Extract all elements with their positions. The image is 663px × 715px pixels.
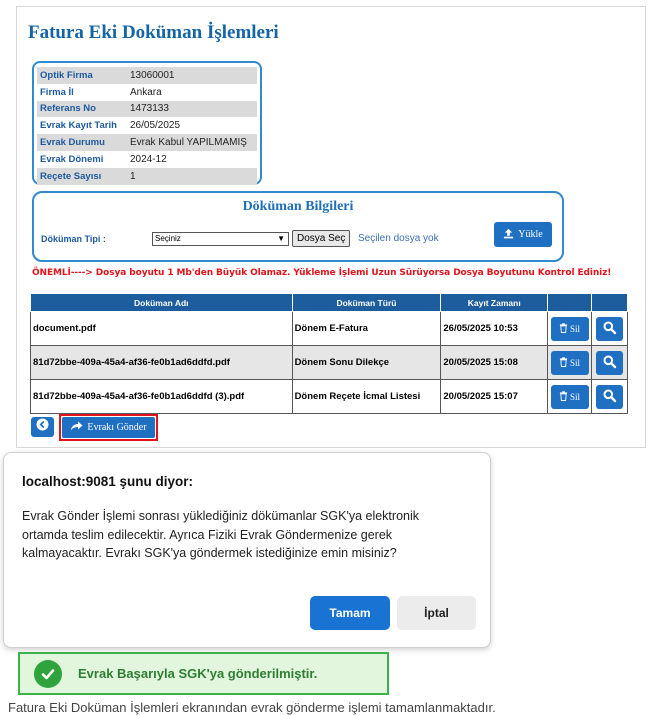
page-title: Fatura Eki Doküman İşlemleri [28,22,279,43]
info-value: 13060001 [130,69,175,81]
cell-view [592,346,628,380]
table-row [31,312,628,346]
info-row-referans-no [37,101,257,118]
column-header-view [592,294,628,312]
cell-doc-name: document.pdf [31,312,293,346]
info-label: Evrak Durumu [40,137,105,149]
document-table [30,293,628,414]
search-icon [603,389,616,405]
view-button[interactable] [596,385,623,409]
cell-doc-type: Dönem E-Fatura [292,312,441,346]
send-document-button[interactable] [62,417,155,438]
cell-doc-time: 20/05/2025 15:07 [441,380,548,414]
delete-label: Sil [570,357,581,368]
info-label: Evrak Kayıt Tarih [40,120,117,132]
info-row-evrak-donemi [37,151,257,168]
info-label: Referans No [40,103,96,115]
column-header-name: Doküman Adı [31,294,293,312]
info-value: Evrak Kabul YAPILMAMIŞ [130,137,247,149]
cell-delete [548,380,592,414]
info-value: Ankara [130,86,162,98]
document-type-selected: Seçiniz [155,234,181,243]
trash-icon [559,357,568,369]
cell-delete [548,312,592,346]
arrow-left-circle-icon [36,418,49,436]
info-label: Evrak Dönemi [40,153,104,165]
info-row-firma-il [37,84,257,101]
delete-button[interactable] [551,317,589,341]
cell-doc-time: 26/05/2025 10:53 [441,312,548,346]
trash-icon [559,391,568,403]
column-header-time: Kayıt Zamanı [441,294,548,312]
share-arrow-icon [70,421,83,434]
success-banner [18,652,389,695]
column-header-type: Doküman Türü [292,294,441,312]
dialog-title: localhost:9081 şunu diyor: [22,474,194,489]
delete-button[interactable] [551,385,589,409]
info-value: 1 [130,170,136,182]
view-button[interactable] [596,317,623,341]
table-header-row [31,294,628,312]
delete-label: Sil [570,391,581,402]
info-row-kayit-tarih [37,117,257,134]
document-type-label: Döküman Tipi : [41,234,106,244]
info-row-optik-firma [37,67,257,84]
delete-button[interactable] [551,351,589,375]
table-row [31,380,628,414]
invoice-info-box [32,61,262,185]
info-row-evrak-durumu [37,134,257,151]
view-button[interactable] [596,351,623,375]
document-info-box [32,191,564,262]
search-icon [603,321,616,337]
success-message: Evrak Başarıyla SGK'ya gönderilmiştir. [78,666,318,681]
cell-view [592,312,628,346]
document-info-title: Döküman Bilgileri [242,199,354,214]
trash-icon [559,323,568,335]
upload-icon [503,228,514,242]
cell-delete [548,346,592,380]
dialog-message: Evrak Gönder İşlemi sonrası yüklediğiniz dökümanlar SGK'ya elektronik ortamda teslim edilecektir. Ayrıca Fiziki Evrak Göndermenize gerek kalmayacaktır. Evrakı SGK'ya göndermek istediğinize emin misiniz? [22,509,420,560]
upload-label: Yükle [518,229,543,240]
delete-label: Sil [570,323,581,334]
check-circle-icon [34,660,62,688]
info-label: Firma İl [40,86,74,98]
info-label: Reçete Sayısı [40,170,102,182]
cell-doc-name: 81d72bbe-409a-45a4-af36-fe0b1ad6ddfd.pdf [31,346,293,380]
file-size-warning: ÖNEMLİ----> Dosya boyutu 1 Mb'den Büyük Olamaz. Yükleme İşlemi Uzun Sürüyorsa Dosya Boyutunu Kontrol Ediniz! [32,268,612,278]
cell-doc-name: 81d72bbe-409a-45a4-af36-fe0b1ad6ddfd (3).pdf [31,380,293,414]
cancel-button[interactable]: İptal [397,596,476,630]
cell-doc-time: 20/05/2025 15:08 [441,346,548,380]
cell-view [592,380,628,414]
send-button-highlight [59,414,158,441]
table-row [31,346,628,380]
info-value: 1473133 [130,103,169,115]
document-type-select[interactable] [152,232,289,246]
file-status-text: Seçilen dosya yok [358,233,439,244]
choose-file-button[interactable]: Dosya Seç [292,230,350,247]
info-row-recete-sayisi [37,168,257,185]
back-button[interactable] [31,417,54,437]
cell-doc-type: Dönem Sonu Dilekçe [292,346,441,380]
search-icon [603,355,616,371]
cell-doc-type: Dönem Reçete İcmal Listesi [292,380,441,414]
column-header-delete [548,294,592,312]
info-value: 26/05/2025 [130,120,181,132]
info-value: 2024-12 [130,153,167,165]
chevron-down-icon: ▼ [277,234,285,243]
ok-button[interactable]: Tamam [310,596,390,630]
info-label: Optik Firma [40,69,93,81]
caption-partial: Fatura Eki Doküman İşlemleri ekranından evrak gönderme işlemi tamamlanmaktadır. [8,700,496,715]
send-document-label: Evrakı Gönder [87,422,147,433]
confirm-dialog [3,452,491,648]
upload-button[interactable] [494,222,552,247]
